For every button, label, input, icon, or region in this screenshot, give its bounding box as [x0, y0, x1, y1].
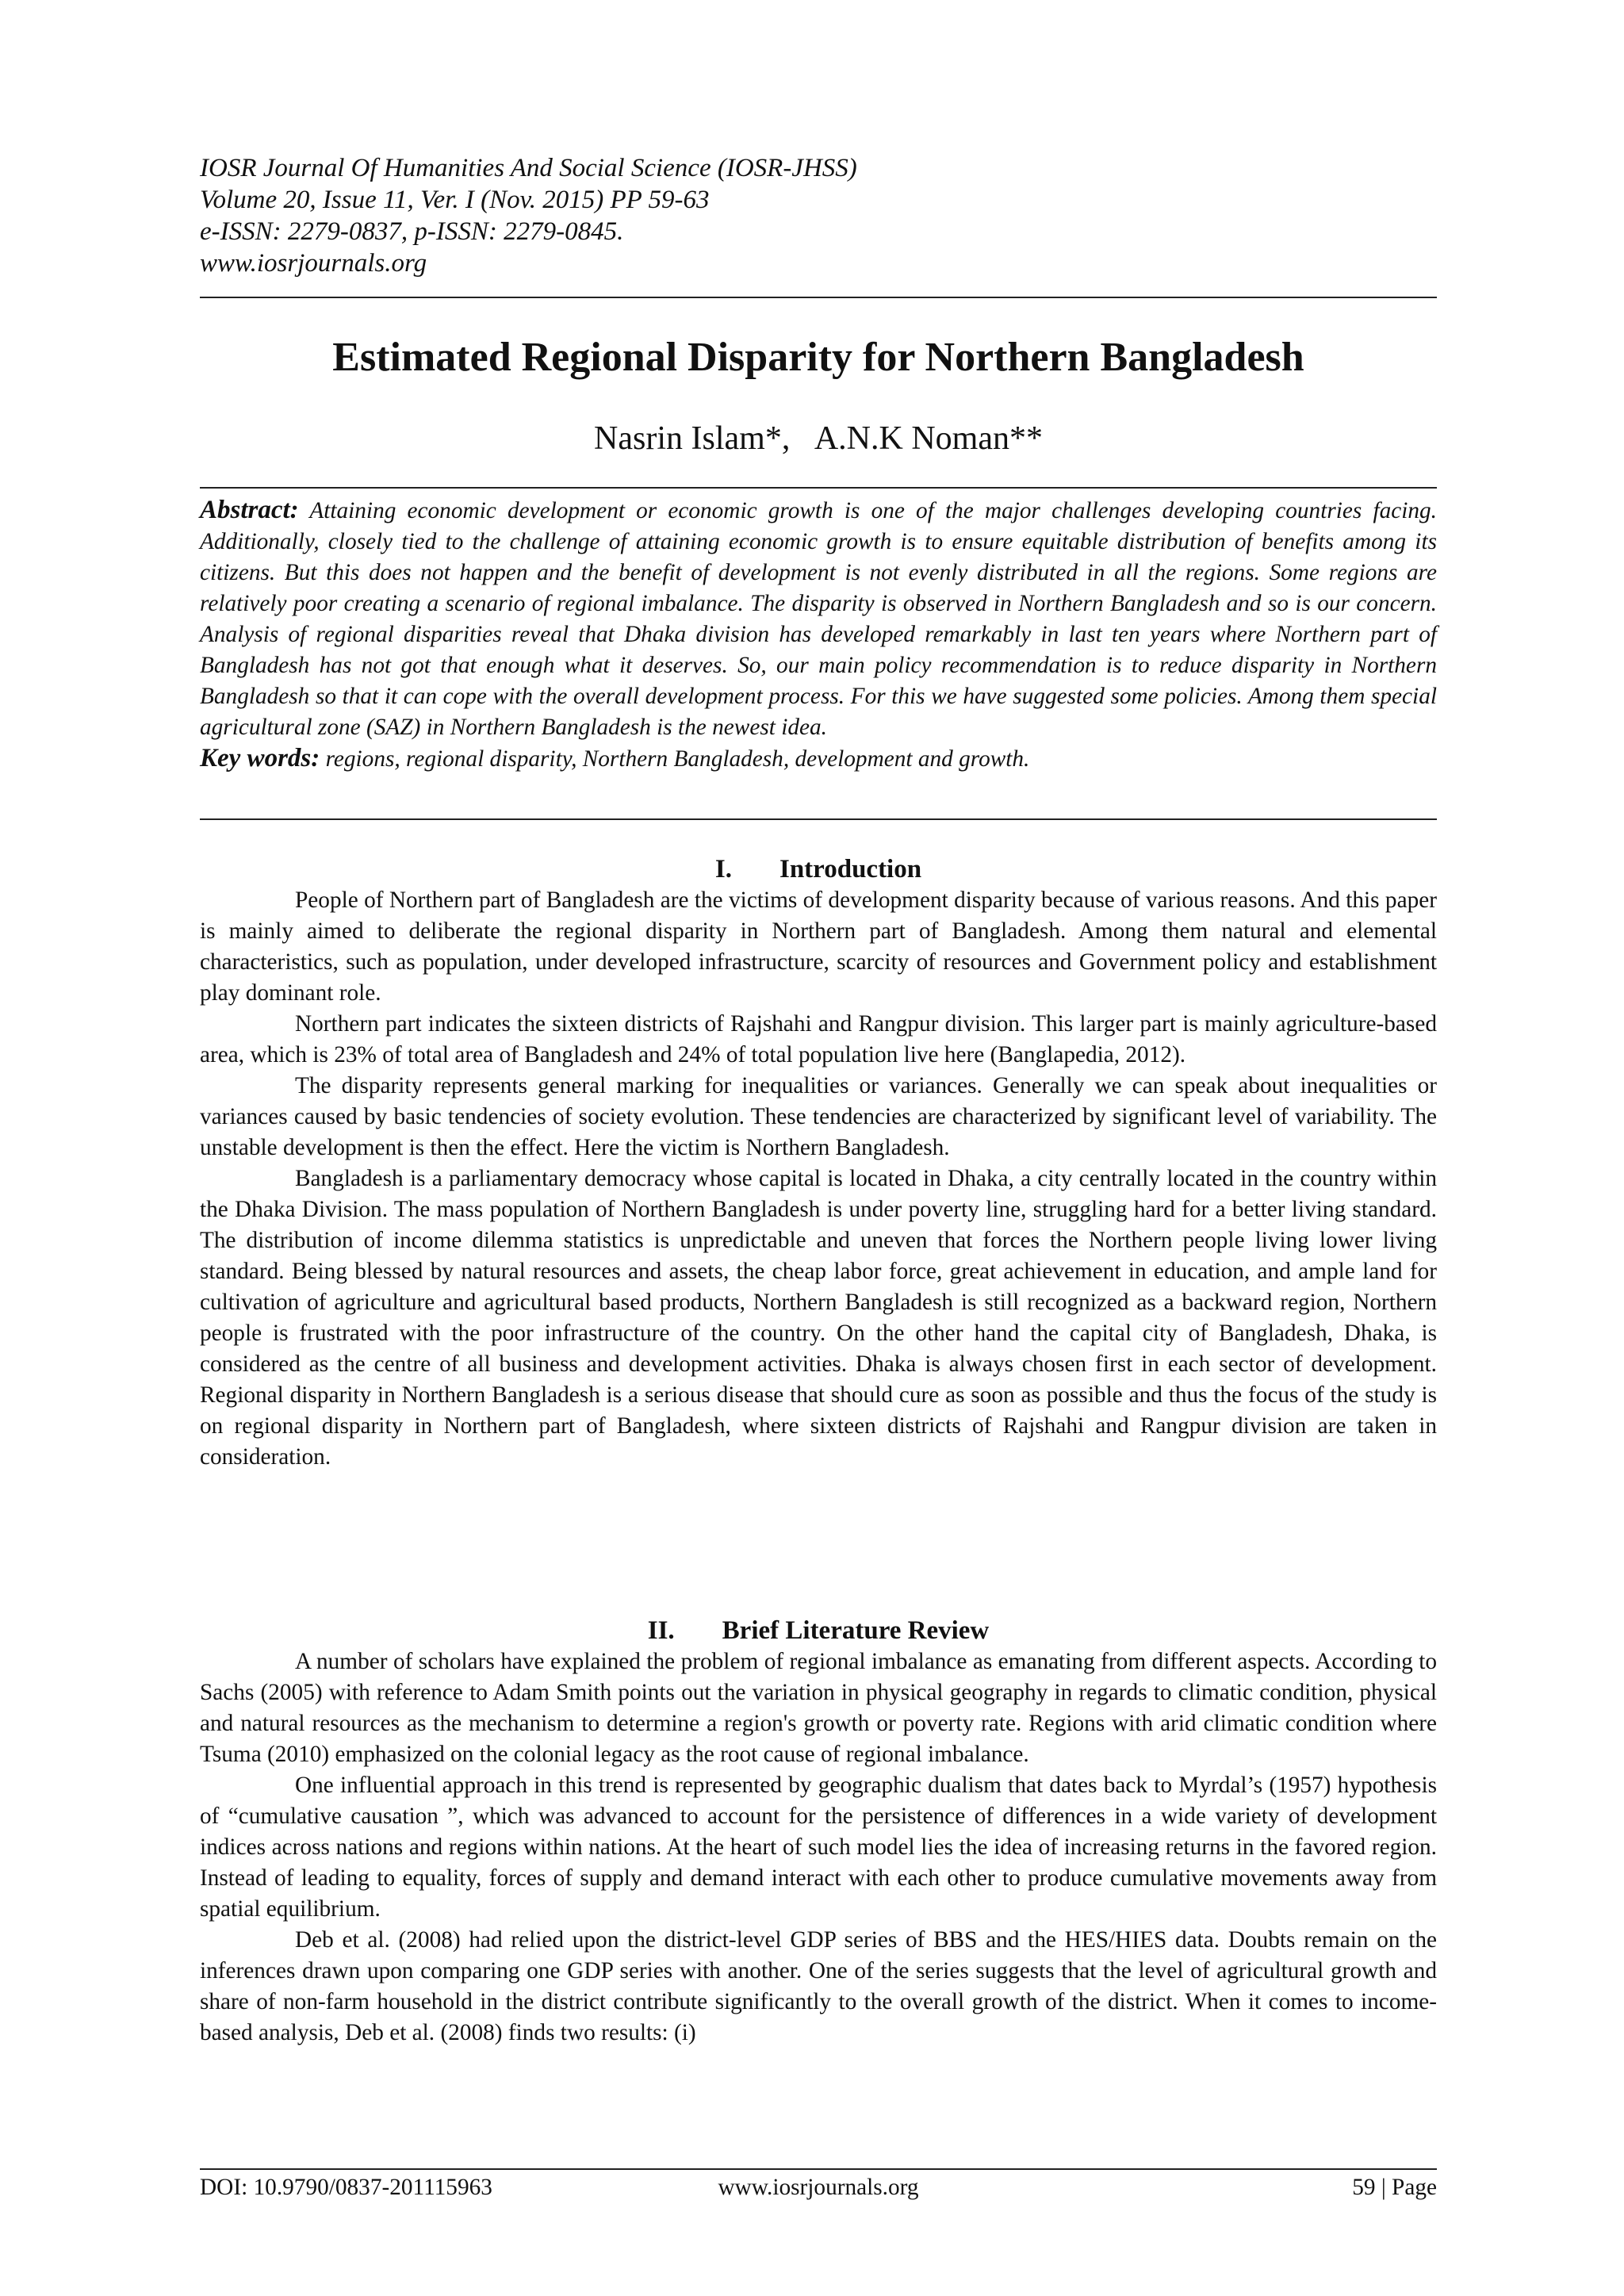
abstract-label: Abstract:: [200, 496, 299, 524]
header-rule: [200, 297, 1437, 298]
paragraph: People of Northern part of Bangladesh are the victims of development disparity because of various reasons. And this paper is mainly aimed to deliberate the regional disparity in Northern part of Bangladesh. Among them natural and elemental characteristics, such as population, under developed infrastructure, scarcity of resources and Government policy and establishment play dominant role.: [200, 887, 1437, 1006]
paragraph: Northern part indicates the sixteen districts of Rajshahi and Rangpur division. This larger part is mainly agriculture-based area, which is 23% of total area of Bangladesh and 24% of total population live here (Banglapedia, 2012).: [200, 1011, 1437, 1068]
paragraph: One influential approach in this trend is represented by geographic dualism that dates back to Myrdal’s (1957) hypothesis of “cumulative causation ”, which was advanced to account for the persistence of differences in a wide variety of development indices across nations and regions within nations. At the heart of such model lies the idea of increasing returns in the favored region. Instead of leading to equality, forces of supply and demand interact with each other to produce cumulative movements away from spatial equilibrium.: [200, 1773, 1437, 1922]
author-list: [200, 419, 1437, 458]
paragraph: Deb et al. (2008) had relied upon the district-level GDP series of BBS and the HES/HIES data. Doubts remain on the inferences drawn upon comparing one GDP series with another. One of the series suggests that the level of agricultural growth and share of non-farm household in the district contribute significantly to the overall growth of the district. When it comes to income-based analysis, Deb et al. (2008) finds two results: (i): [200, 1927, 1437, 2045]
abstract-block: [200, 495, 1437, 775]
keywords-label: Key words:: [200, 744, 320, 772]
paragraph: A number of scholars have explained the problem of regional imbalance as emanating from different aspects. According to Sachs (2005) with reference to Adam Smith points out the variation in physical geography in regards to climatic condition, physical and natural resources as the mechanism to determine a region's growth or poverty rate. Regions with arid climatic condition where Tsuma (2010) emphasized on the colonial legacy as the root cause of regional imbalance.: [200, 1649, 1437, 1767]
paragraph: The disparity represents general marking for inequalities or variances. Generally we can speak about inequalities or variances caused by basic tendencies of society evolution. These tendencies are characterized by significant level of variability. The unstable development is then the effect. Here the victim is Northern Bangladesh.: [200, 1073, 1437, 1160]
footer-website: www.iosrjournals.org: [718, 2175, 919, 2200]
author-1: Nasrin Islam*,: [594, 420, 791, 457]
footer-doi: DOI: 10.9790/0837-201115963: [200, 2175, 492, 2200]
journal-name: IOSR Journal Of Humanities And Social Science (IOSR-JHSS): [200, 154, 857, 182]
journal-website: www.iosrjournals.org: [200, 249, 427, 278]
journal-issn: e-ISSN: 2279-0837, p-ISSN: 2279-0845.: [200, 217, 624, 246]
keywords-text: regions, regional disparity, Northern Bangladesh, development and growth.: [325, 746, 1030, 772]
section-heading-literature-review: [200, 1615, 1437, 1646]
section-title-text: Brief Literature Review: [722, 1616, 990, 1645]
paper-page: [200, 0, 1437, 2296]
footer-rule: [200, 2168, 1437, 2170]
abstract-text: Attaining economic development or economic growth is one of the major challenges developing countries facing. Additionally, closely tied to the challenge of attaining economic growth is to ensure equitable distribution of benefits among its citizens. But this does not happen and the benefit of development is not evenly distributed in all the regions. Some regions are relatively poor creating a scenario of regional imbalance. The disparity is observed in Northern Bangladesh and so is our concern. Analysis of regional disparities reveal that Dhaka division has developed remarkably in last ten years where Northern part of Bangladesh has not got that enough what it deserves. So, our main policy recommendation is to reduce disparity in Northern Bangladesh so that it can cope with the overall development process. For this we have suggested some policies. Among them special agricultural zone (SAZ) in Northern Bangladesh is the newest idea.: [200, 498, 1437, 740]
journal-volume: Volume 20, Issue 11, Ver. I (Nov. 2015) PP 59-63: [200, 186, 710, 214]
paragraph: Bangladesh is a parliamentary democracy whose capital is located in Dhaka, a city centrally located in the country within the Dhaka Division. The mass population of Northern Bangladesh is under poverty line, struggling hard for a better living standard. The distribution of income dilemma statistics is unpredictable and uneven that forces the Northern people living lower living standard. Being blessed by natural resources and assets, the cheap labor force, great achievement in education, and ample land for cultivation of agriculture and agricultural based products, Northern Bangladesh is still recognized as a backward region, Northern people is frustrated with the poor infrastructure of the country. On the other hand the capital city of Bangladesh, Dhaka, is considered as the centre of all business and development activities. Dhaka is always chosen first in each sector of development. Regional disparity in Northern Bangladesh is a serious disease that should cure as soon as possible and thus the focus of the study is on regional disparity in Northern part of Bangladesh, where sixteen districts of Rajshahi and Rangpur division are taken in consideration.: [200, 1166, 1437, 1470]
section-heading-introduction: [200, 853, 1437, 885]
section-number: I.: [714, 855, 732, 884]
abstract-bottom-rule: [200, 818, 1437, 820]
author-2: A.N.K Noman**: [814, 420, 1043, 457]
section-title-text: Introduction: [779, 855, 922, 884]
footer-page-number: 59 | Page: [1352, 2175, 1437, 2200]
paper-title: Estimated Regional Disparity for Northern Bangladesh: [332, 335, 1304, 380]
abstract-top-rule: [200, 487, 1437, 489]
introduction-body: [200, 885, 1437, 1473]
section-number: II.: [647, 1616, 675, 1645]
literature-review-body: [200, 1646, 1437, 2049]
journal-header: [200, 152, 1437, 279]
